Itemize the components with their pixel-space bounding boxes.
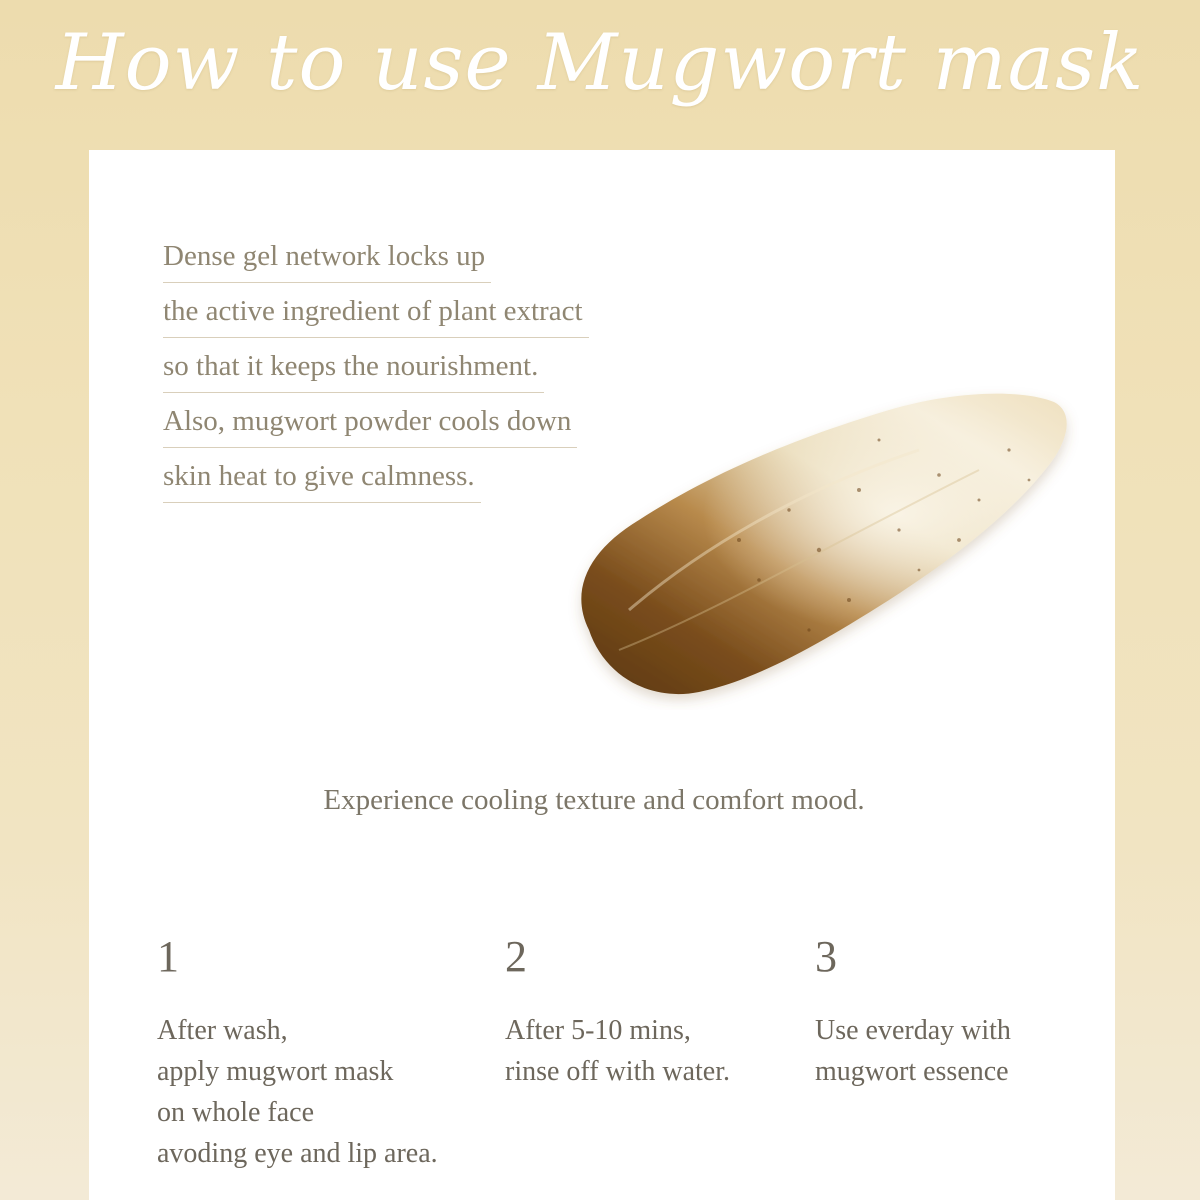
step-2 [505, 932, 730, 1092]
page-title: How to use Mugwort mask [55, 18, 1145, 108]
step-text: Use everday with mugwort essence [815, 1015, 1011, 1087]
step-number: 2 [505, 932, 527, 981]
intro-line: so that it keeps the nourishment. [163, 348, 544, 393]
step-text: After wash, apply mugwort mask on whole face avoding eye and lip area. [157, 1015, 438, 1169]
step-3 [815, 932, 1011, 1092]
step-number: 3 [815, 932, 837, 981]
step-text: After 5-10 mins, rinse off with water. [505, 1015, 730, 1087]
subtitle: Experience cooling texture and comfort mood. [323, 784, 865, 816]
content-card [89, 150, 1115, 1200]
intro-line: Also, mugwort powder cools down [163, 403, 577, 448]
intro-line: skin heat to give calmness. [163, 458, 481, 503]
intro-text [163, 238, 589, 513]
step-number: 1 [157, 932, 179, 981]
mask-texture-image [559, 380, 1079, 710]
intro-line: Dense gel network locks up [163, 238, 491, 283]
intro-line: the active ingredient of plant extract [163, 293, 589, 338]
step-1 [157, 932, 438, 1174]
